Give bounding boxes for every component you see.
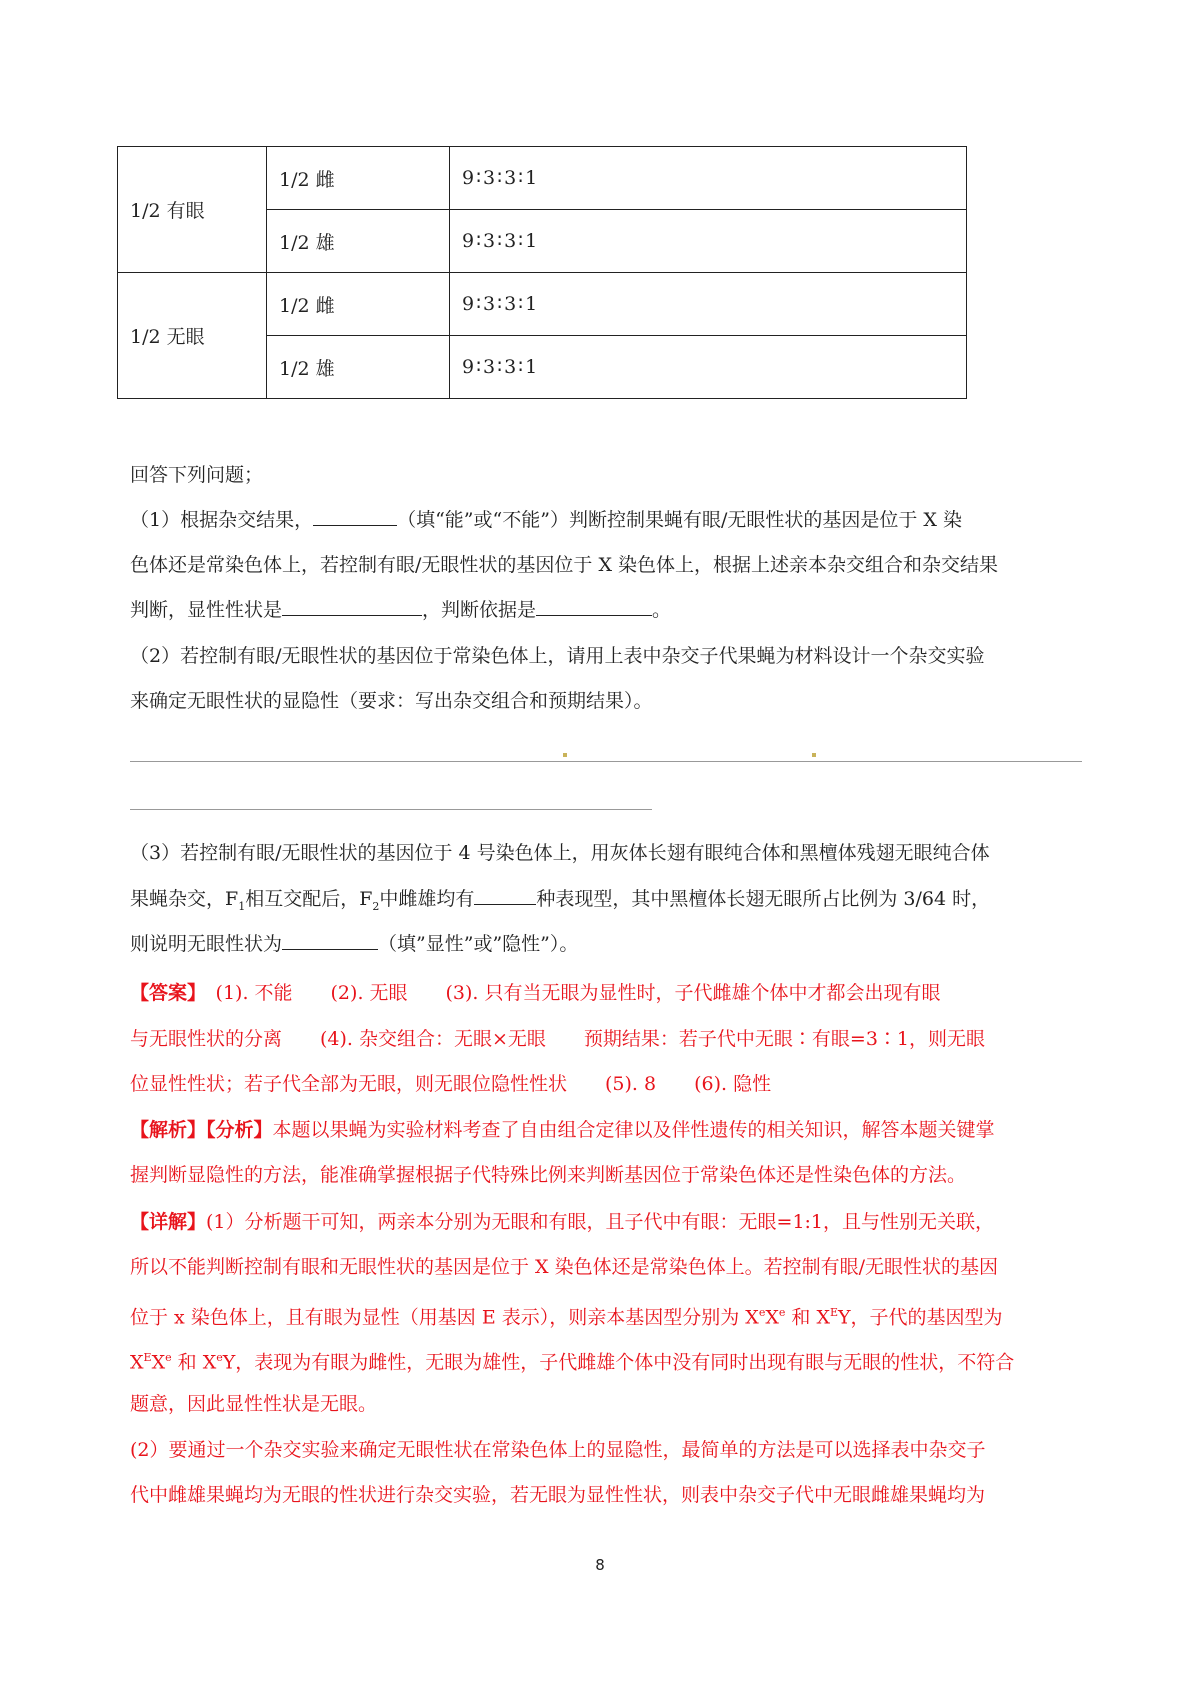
answer-label: 【答案】 [130,982,197,1004]
answer-blank [282,597,422,616]
answer-blank [536,597,652,616]
mark [563,753,567,757]
text: 中雌雄均有 [379,888,475,910]
text: 和 X [171,1351,217,1374]
question-1-line-3 [130,597,1090,623]
answer-line-3: 位显性性状；若子代全部为无眼，则无眼位隐性性状 (5). 8 (6). 隐性 [130,1073,772,1095]
question-intro: 回答下列问题； [130,464,264,486]
question-3-line-2 [130,886,1090,920]
question-1-line-2: 色体还是常染色体上，若控制有眼/无眼性状的基因位于 X 染色体上，根据上述亲本杂交组合和杂交结果 [130,554,999,576]
analysis-label: 【解析】【分析】 [130,1119,273,1141]
table-cell-ratio: 9∶3∶3∶1 [450,336,967,399]
answer-line [130,761,1082,762]
superscript: e [216,1351,223,1364]
question-3-line-3 [130,931,1090,957]
table-cell-sex: 1/2 雌 [267,273,450,336]
superscript: e [758,1306,766,1319]
table-cell-sex: 1/2 雄 [267,210,450,273]
answer-line-1 [130,980,1090,1006]
text: (1). 不能 (2). 无眼 (3). 只有当无眼为显性时，子代雌雄个体中才都会出现有眼 [215,982,941,1004]
analysis-line-1 [130,1117,1090,1143]
table-row [118,273,967,336]
text: 种表现型，其中黑檀体长翅无眼所占比例为 3/64 时， [536,888,991,910]
question-2-line-2: 来确定无眼性状的显隐性（要求：写出杂交组合和预期结果）。 [130,690,653,712]
text: （填”显性”或”隐性”）。 [378,933,579,955]
text: 则说明无眼性状为 [130,933,283,955]
table-cell-sex: 1/2 雄 [267,336,450,399]
subscript: 2 [372,899,380,913]
question-1-line-1 [130,507,1090,533]
text: 位于 x 染色体上，且有眼为显性（用基因 E 表示），则亲本基因型分别为 X [130,1306,759,1329]
table-cell-ratio: 9∶3∶3∶1 [450,273,967,336]
text: Y，子代的基因型为 [838,1306,1003,1329]
detail-line-6: (2）要通过一个杂交实验来确定无眼性状在常染色体上的显隐性，最简单的方法是可以选择表中杂交子 [130,1439,986,1461]
table-cell-sex: 1/2 雌 [267,147,450,210]
answer-blank [313,507,397,526]
question-3-line-1: （3）若控制有眼/无眼性状的基因位于 4 号染色体上，用灰体长翅有眼纯合体和黑檀体残翅无眼纯合体 [130,842,990,864]
text: 果蝇杂交，F [130,888,239,910]
answer-blank [282,931,378,950]
detail-line-7: 代中雌雄果蝇均为无眼的性状进行杂交实验，若无眼为显性性状，则表中杂交子代中无眼雌雄果蝇均为 [130,1484,986,1506]
superscript: e [165,1351,172,1364]
analysis-line-2: 握判断显隐性的方法，能准确掌握根据子代特殊比例来判断基因位于常染色体还是性染色体的方法。 [130,1164,967,1186]
answer-blank [474,886,536,905]
detail-line-5: 题意，因此显性性状是无眼。 [130,1393,378,1415]
table-cell-group: 1/2 无眼 [118,273,267,399]
text: 和 X [785,1306,830,1329]
text: 。 [652,599,672,621]
superscript: E [829,1306,839,1319]
table-cell-group: 1/2 有眼 [118,147,267,273]
mark [812,753,816,757]
superscript: e [778,1306,786,1319]
text: （填“能”或“不能”）判断控制果蝇有眼/无眼性状的基因是位于 X 染 [397,509,962,531]
text: 本题以果蝇为实验材料考查了自由组合定律以及伴性遗传的相关知识，解答本题关键掌 [272,1119,995,1141]
superscript: E [143,1351,152,1364]
text: Y，表现为有眼为雌性，无眼为雄性，子代雌雄个体中没有同时出现有眼与无眼的性状，不符合 [222,1351,1015,1374]
table-cell-ratio: 9∶3∶3∶1 [450,147,967,210]
answer-line-2: 与无眼性状的分离 (4). 杂交组合：无眼×无眼 预期结果：若子代中无眼∶有眼=3∶1，则无眼 [130,1028,986,1050]
question-2-line-1: （2）若控制有眼/无眼性状的基因位于常染色体上，请用上表中杂交子代果蝇为材料设计一个杂交实验 [130,645,985,667]
text: （1）根据杂交结果， [130,509,314,531]
text: 判断，显性性状是 [130,599,283,621]
results-table [117,146,967,399]
text: 相互交配后，F [245,888,373,910]
detail-line-4 [130,1345,1090,1375]
text: ，判断依据是 [422,599,537,621]
table-row [118,147,967,210]
text: X [151,1351,166,1374]
answer-line [130,809,652,810]
text: (1）分析题干可知，两亲本分别为无眼和有眼，且子代中有眼：无眼=1:1，且与性别无关联， [206,1211,995,1233]
subscript: 1 [238,899,246,913]
detail-label: 【详解】 [130,1211,207,1233]
page-number: 8 [595,1556,605,1574]
detail-line-2: 所以不能判断控制有眼和无眼性状的基因是位于 X 染色体还是常染色体上。若控制有眼/无眼性状的基因 [130,1256,999,1278]
text: X [765,1306,779,1329]
table-cell-ratio: 9∶3∶3∶1 [450,210,967,273]
detail-line-3 [130,1300,1090,1330]
detail-line-1 [130,1209,1090,1235]
text: X [130,1351,144,1374]
